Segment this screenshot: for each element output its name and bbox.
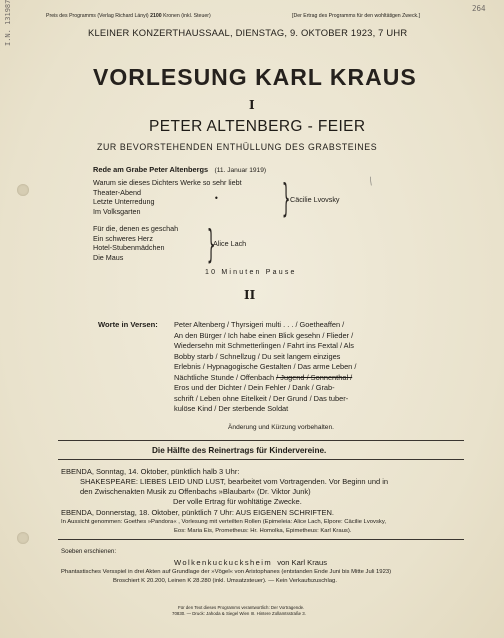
event1-music: den Zwischenakten Musik zu Offenbachs »Blaubart« (Dr. Viktor Junk) — [80, 487, 311, 496]
list-item: Für die, denen es geschah — [93, 224, 179, 233]
publication-label: Soeben erschienen: — [61, 548, 117, 555]
ornament-bullet: • — [214, 194, 219, 203]
list-item: Theater-Abend — [93, 187, 141, 197]
group-two-list — [93, 224, 178, 262]
verse-line: Nächtliche Stunde / Offenbach / Jugend / Sonnenthal / — [174, 372, 353, 382]
divider — [58, 459, 464, 460]
verse-line: Peter Altenberg / Thyrsigeri multi . . . / Goetheaffen / — [174, 320, 345, 329]
page-title: VORLESUNG KARL KRAUS — [93, 64, 417, 90]
group-one-list — [93, 178, 242, 216]
divider — [58, 440, 464, 441]
pencil-mark: ⟍ — [364, 176, 376, 188]
event2-plan: In Aussicht genommen: Goethes »Pandora« , Vorlesung mit verteilten Rollen (Epimeleia: Alice Lach, Elpore: Cäcilie Lvovsky, — [61, 519, 387, 525]
event-title: PETER ALTENBERG - FEIER — [149, 118, 366, 135]
charity-notice: Die Hälfte des Reinertrags für Kindervereine. — [152, 446, 327, 455]
list-item: Letzte Unterredung — [93, 197, 155, 207]
pause-note: 10 Minuten Pause — [205, 269, 297, 276]
verse-line: Wiedersehn mit Schmetterlingen / Fahrt ins Fextal / Als — [174, 341, 354, 350]
changes-note: Änderung und Kürzung vorbehalten. — [228, 424, 334, 431]
list-item: Hotel-Stubenmädchen — [93, 243, 165, 253]
verse-line: Erlebnis / Hypnagogische Gestalten / Das arme Leben / — [174, 362, 357, 371]
struck-titles: / Jugend / Sonnenthal / — [276, 372, 353, 382]
punch-hole-bottom — [17, 532, 29, 544]
verse-line: Eros und der Dichter / Dein Fehler / Dank / Grab- — [174, 383, 335, 392]
verse-line: An den Bürger / Ich habe einen Blick gesehn / Flieder / — [174, 330, 354, 340]
event1-title: SHAKESPEARE: LIEBES LEID UND LUST, bearbeitet vom Vortragenden. Vor Beginn und in — [80, 477, 389, 486]
verse-line: schrift / Leben ohne Eitelkeit / Der Grund / Das tuber- — [174, 393, 349, 403]
footer-responsibility: Für den Text dieses Programms verantwortlich: Der Vortragende. — [178, 605, 305, 610]
inventory-number: I.N. 131987 — [4, 0, 12, 46]
price-note: Preis des Programms (Verlag Richard Lányi) 2100 Kronen (inkl. Steuer) — [46, 13, 211, 19]
event1-proceeds: Der volle Ertrag für wohltätige Zwecke. — [173, 497, 302, 506]
event-subtitle: ZUR BEVORSTEHENDEN ENTHÜLLUNG DES GRABSTEINES — [97, 142, 378, 152]
event2-date: EBENDA, Donnerstag, 18. Oktober, pünktlich 7 Uhr: AUS EIGENEN SCHRIFTEN. — [61, 508, 335, 517]
performer-lvovsky: Cäcilie Lvovsky — [290, 195, 340, 204]
verse-line: Bobby starb / Schnellzug / Du seit langem einziges — [174, 351, 341, 361]
list-item: Ein schweres Herz — [93, 233, 153, 243]
folio-number: 264 — [472, 4, 486, 13]
verse-line: kulöse Kind / Der sterbende Soldat — [174, 404, 289, 413]
event2-cast: Eos: Maria Eis, Prometheus: Hr. Homolka, Epimetheus: Karl Kraus). — [174, 528, 352, 534]
part-one-numeral: I — [249, 98, 255, 112]
punch-hole-top — [17, 184, 29, 196]
performer-lach: Alice Lach — [213, 239, 247, 248]
publication-title: Wolkenkuckucksheim von Karl Kraus — [174, 558, 328, 567]
part-two-numeral: II — [244, 288, 256, 302]
footer-printer: 70830. — Druck: Jahoda & Siegel Wien III. Hintere Zollamtsstraße 3. — [172, 611, 306, 616]
publication-price: Broschiert K 20.200, Leinen K 28.280 (inkl. Umsatzsteuer). — Kein Verkaufszuschlag. — [113, 578, 337, 584]
verses-list — [174, 320, 356, 415]
proceeds-note: [Der Ertrag des Programms für den wohltätigen Zweck.] — [292, 13, 421, 19]
speech-line: Rede am Grabe Peter Altenbergs (11. Januar 1919) — [93, 165, 267, 174]
verses-label: Worte in Versen: — [98, 320, 158, 329]
divider — [58, 539, 464, 540]
publication-desc: Phantastisches Versspiel in drei Akten auf Grundlage der »Vögel« von Aristophanes (entstanden Ende Juni bis Mitte Juli 1923) — [61, 569, 392, 575]
event1-date: EBENDA, Sonntag, 14. Oktober, pünktlich halb 3 Uhr: — [61, 467, 240, 476]
list-item: Im Volksgarten — [93, 206, 141, 216]
brace-group-two: } — [206, 222, 216, 266]
list-item: Warum sie dieses Dichters Werke so sehr liebt — [93, 178, 242, 187]
brace-group-one: } — [281, 176, 291, 220]
venue-line: KLEINER KONZERTHAUSSAAL, DIENSTAG, 9. OKTOBER 1923, 7 UHR — [88, 27, 408, 38]
list-item: Die Maus — [93, 252, 124, 262]
